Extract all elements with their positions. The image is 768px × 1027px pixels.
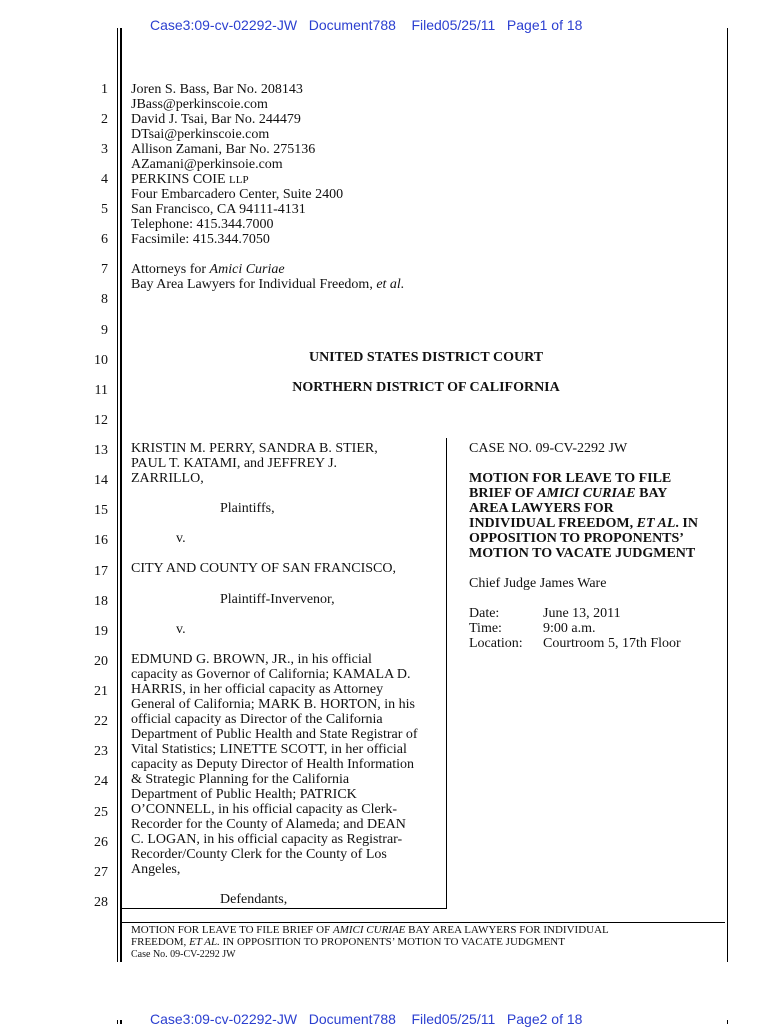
- line-number: 25: [94, 805, 108, 820]
- line-number: 3: [101, 142, 108, 157]
- footer-text: IN OPPOSITION TO PROPONENTS’ MOTION TO VACATE JUDGMENT: [219, 936, 565, 948]
- motion-title-text: BRIEF OF: [469, 486, 538, 501]
- firm-name-text: PERKINS COIE: [131, 172, 226, 187]
- hearing-location-label: Location:: [469, 636, 523, 651]
- firm-city: San Francisco, CA 94111-4131: [131, 202, 306, 217]
- motion-title: AREA LAWYERS FOR: [469, 501, 614, 516]
- line-number: 20: [94, 654, 108, 669]
- hearing-time-value: 9:00 a.m.: [543, 621, 596, 636]
- intervenor-name: CITY AND COUNTY OF SAN FRANCISCO,: [131, 561, 396, 576]
- footer-title: [131, 925, 609, 936]
- line-number: 28: [94, 895, 108, 910]
- versus: v.: [176, 531, 186, 546]
- caption-divider: [446, 438, 447, 908]
- defendants-line: Vital Statistics; LINETTE SCOTT, in her official: [131, 742, 407, 757]
- defendants-line: capacity as Deputy Director of Health Information: [131, 757, 415, 772]
- line-number: 8: [101, 292, 108, 307]
- counsel-email: JBass@perkinscoie.com: [131, 97, 268, 112]
- firm-address: Four Embarcadero Center, Suite 2400: [131, 187, 344, 202]
- amici-curiae: Amici Curiae: [209, 262, 285, 277]
- line-number: 1: [101, 82, 108, 97]
- firm-suffix: LLP: [229, 174, 249, 186]
- counsel-line: Joren S. Bass, Bar No. 208143: [131, 82, 303, 97]
- line-number: 14: [94, 473, 108, 488]
- footer-case-number: Case No. 09-CV-2292 JW: [131, 949, 236, 960]
- footer-et-al: ET AL.: [189, 936, 220, 948]
- footer-text: BAY AREA LAWYERS FOR INDIVIDUAL: [405, 924, 609, 936]
- defendants-line: official capacity as Director of the California: [131, 712, 383, 727]
- line-number: 27: [94, 865, 108, 880]
- page-2-left-rule-inner: [120, 1020, 122, 1024]
- defendants-line: Recorder for the County of Alameda; and DEAN: [131, 817, 406, 832]
- defendants-line: EDMUND G. BROWN, JR., in his official: [131, 652, 372, 667]
- defendants-line: Angeles,: [131, 862, 181, 877]
- counsel-line: Allison Zamani, Bar No. 275136: [131, 142, 316, 157]
- line-number: 9: [101, 323, 108, 338]
- motion-title: OPPOSITION TO PROPONENTS’: [469, 531, 684, 546]
- line-number: 6: [101, 232, 108, 247]
- motion-title: MOTION TO VACATE JUDGMENT: [469, 546, 696, 561]
- attorneys-for: [131, 262, 285, 277]
- defendants-line: Recorder/County Clerk for the County of Los: [131, 847, 387, 862]
- caption-bottom-rule: [122, 908, 447, 909]
- line-number: 19: [94, 624, 108, 639]
- firm-phone: Telephone: 415.344.7000: [131, 217, 274, 232]
- hearing-date-value: June 13, 2011: [543, 606, 621, 621]
- footer-text: MOTION FOR LEAVE TO FILE BRIEF OF: [131, 924, 333, 936]
- line-number: 16: [94, 533, 108, 548]
- case-number: CASE NO. 09-CV-2292 JW: [469, 441, 628, 456]
- hearing-date-label: Date:: [469, 606, 500, 621]
- court-district: NORTHERN DISTRICT OF CALIFORNIA: [292, 380, 560, 395]
- et-al: et al.: [376, 277, 405, 292]
- counsel-email: DTsai@perkinscoie.com: [131, 127, 270, 142]
- hearing-time-label: Time:: [469, 621, 502, 636]
- motion-title-et-al: ET AL: [636, 516, 676, 531]
- line-number: 23: [94, 744, 108, 759]
- judge-name: Chief Judge James Ware: [469, 576, 607, 591]
- defendants-line: Department of Public Health and State Registrar of: [131, 727, 418, 742]
- ecf-header-page-2: Case3:09-cv-02292-JW Document788 Filed05/25/11 Page2 of 18: [150, 1011, 583, 1027]
- client-name: [131, 277, 404, 292]
- defendants-line: General of California; MARK B. HORTON, in his: [131, 697, 415, 712]
- line-number: 18: [94, 594, 108, 609]
- page-2-left-rule: [117, 1020, 118, 1024]
- court-name: UNITED STATES DISTRICT COURT: [308, 350, 544, 365]
- plaintiffs-label: Plaintiffs,: [220, 501, 275, 516]
- defendants-line: C. LOGAN, in his official capacity as Registrar-: [131, 832, 403, 847]
- plaintiffs-names: ZARRILLO,: [131, 471, 204, 486]
- page-2-right-rule: [727, 1020, 728, 1024]
- line-number: 10: [94, 353, 108, 368]
- attorneys-for-text: Attorneys for: [131, 262, 210, 277]
- motion-title-amici: AMICI CURIAE: [537, 486, 636, 501]
- firm-name: [131, 172, 249, 188]
- line-number: 13: [94, 443, 108, 458]
- counsel-email: AZamani@perkinsoie.com: [131, 157, 283, 172]
- defendants-line: Department of Public Health; PATRICK: [131, 787, 357, 802]
- left-margin-rule-outer: [117, 28, 118, 962]
- motion-title-text: . IN: [675, 516, 698, 531]
- defendants-line: HARRIS, in her official capacity as Attorney: [131, 682, 384, 697]
- client-name-text: Bay Area Lawyers for Individual Freedom,: [131, 277, 377, 292]
- footer-amici: AMICI CURIAE: [333, 924, 406, 936]
- motion-title: MOTION FOR LEAVE TO FILE: [469, 471, 672, 486]
- intervenor-label: Plaintiff-Invervenor,: [220, 592, 335, 607]
- line-number: 5: [101, 202, 108, 217]
- hearing-location-value: Courtroom 5, 17th Floor: [543, 636, 681, 651]
- versus: v.: [176, 622, 186, 637]
- line-number: 22: [94, 714, 108, 729]
- line-number: 4: [101, 172, 108, 187]
- motion-title: [469, 486, 667, 501]
- line-number: 17: [94, 564, 108, 579]
- line-number: 7: [101, 262, 108, 277]
- line-number: 21: [94, 684, 108, 699]
- firm-fax: Facsimile: 415.344.7050: [131, 232, 270, 247]
- right-margin-rule: [727, 28, 728, 962]
- footer-title: [131, 937, 565, 948]
- footer-rule: [122, 922, 725, 923]
- left-margin-rule-inner: [120, 28, 122, 962]
- defendants-line: O’CONNELL, in his official capacity as Clerk-: [131, 802, 398, 817]
- motion-title: [469, 516, 698, 531]
- line-number: 15: [94, 503, 108, 518]
- plaintiffs-names: KRISTIN M. PERRY, SANDRA B. STIER,: [131, 441, 378, 456]
- footer-text: FREEDOM,: [131, 936, 190, 948]
- defendants-label: Defendants,: [220, 892, 288, 907]
- line-number: 11: [94, 383, 108, 398]
- line-number: 12: [94, 413, 108, 428]
- defendants-line: capacity as Governor of California; KAMALA D.: [131, 667, 411, 682]
- line-number: 2: [101, 112, 108, 127]
- line-number: 24: [94, 774, 108, 789]
- counsel-line: David J. Tsai, Bar No. 244479: [131, 112, 301, 127]
- motion-title-text: BAY: [635, 486, 668, 501]
- motion-title-text: INDIVIDUAL FREEDOM,: [469, 516, 637, 531]
- line-number: 26: [94, 835, 108, 850]
- plaintiffs-names: PAUL T. KATAMI, and JEFFREY J.: [131, 456, 338, 471]
- ecf-header: Case3:09-cv-02292-JW Document788 Filed05/25/11 Page1 of 18: [150, 17, 583, 33]
- defendants-line: & Strategic Planning for the California: [131, 772, 350, 787]
